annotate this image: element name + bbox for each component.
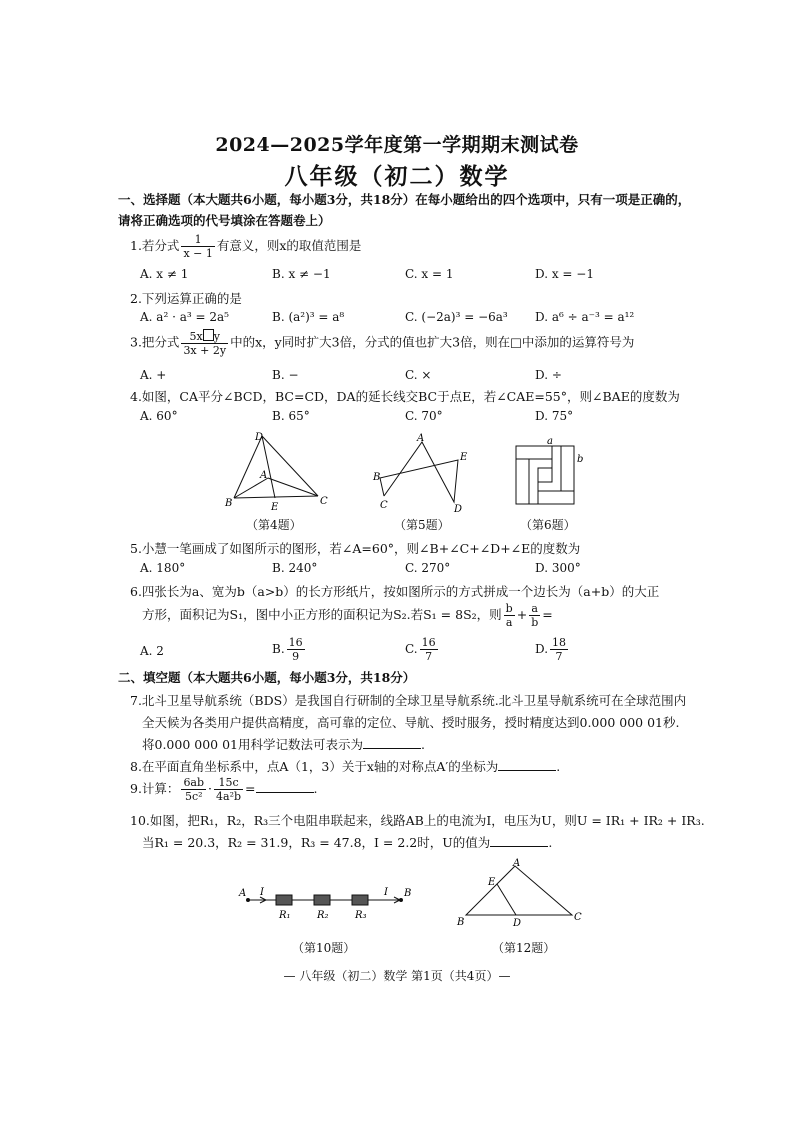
q6-plus: + [516, 607, 528, 622]
figure-6 [508, 436, 588, 512]
fig5-label-a: A [417, 433, 425, 444]
question-5: 5.小慧一笔画成了如图所示的图形，若∠A=60°，则∠B+∠C+∠D+∠E的度数为 [130, 541, 581, 556]
fig10-label-r2: R₂ [317, 910, 329, 921]
q6-option-b: B. $\frac{16}{9}$ [272, 636, 303, 663]
figure-10 [236, 886, 416, 926]
q1-fraction [181, 233, 214, 260]
q8-answer-blank[interactable] [498, 758, 556, 771]
question-10-line1: 10.如图，把R₁，R₂，R₃三个电阻串联起来，线路AB上的电流为I，电压为U，则U = IR₁ + IR₂ + IR₃. [130, 813, 705, 828]
fig5-label-d: D [454, 504, 463, 514]
figure-4 [220, 428, 340, 513]
q3-numerator: 5x y [181, 329, 228, 344]
q1-denominator: x − 1 [183, 247, 213, 260]
q9-dot: · [208, 781, 213, 796]
q2-option-d: D. a⁶ ÷ a⁻³ = a¹² [535, 310, 635, 324]
fig4-label-c: C [320, 496, 328, 507]
fig10-label-a: A [239, 888, 247, 899]
q3-option-c: C. × [405, 368, 432, 382]
question-10-line2: 当R₁ = 20.3，R₂ = 31.9，R₃ = 47.8，I = 2.2时，U的值为 . [142, 835, 553, 850]
blank-box-icon [203, 329, 214, 341]
question-6-line2 [142, 602, 553, 629]
q3-post: 中的x，y同时扩大3倍，分式的值也扩大3倍，则在□中添加的运算符号为 [230, 334, 635, 350]
fig5-label-b: B [373, 472, 381, 483]
q9-frac1: $\frac{6ab}{\text{5c²}}$ [183, 776, 205, 803]
q1-option-c: C. x = 1 [405, 267, 454, 281]
fig12-label-a: A [513, 858, 521, 869]
q9-pre: 9.计算： [130, 781, 180, 796]
q3-fraction [181, 329, 228, 357]
fig5-label-c: C [380, 500, 388, 511]
caption-fig6: （第6题） [520, 518, 576, 532]
q2-option-a: A. a² · a³ = 2a⁵ [140, 310, 229, 324]
fig4-label-a: A [260, 470, 268, 481]
q3-denominator: 3x + 2y [183, 344, 227, 357]
q4-option-c: C. 70° [405, 409, 443, 423]
figure-12 [450, 858, 590, 928]
q1-pre: 1.若分式 [130, 238, 180, 253]
caption-fig4: （第4题） [246, 518, 302, 532]
question-6-line1: 6.四张长为a、宽为b（a>b）的长方形纸片，按如图所示的方式拼成一个边长为（a+b）的大正 [130, 584, 660, 599]
fig4-label-e: E [271, 502, 279, 513]
q1-post: 有意义，则x的取值范围是 [216, 238, 362, 253]
caption-fig5: （第5题） [394, 518, 450, 532]
fig12-label-d: D [513, 918, 522, 928]
fig12-label-e: E [488, 877, 496, 888]
fig12-label-c: C [574, 912, 582, 923]
q3-pre: 3.把分式 [130, 334, 180, 350]
q6-frac-a-over-b: $\frac{a}{b}$ [531, 602, 539, 629]
question-4: 4.如图，CA平分∠BCD，BC=CD，DA的延长线交BC于点E，若∠CAE=55°，则∠BAE的度数为 [130, 389, 680, 404]
q3-option-d: D. ÷ [535, 368, 562, 382]
fig12-label-b: B [457, 917, 465, 928]
q2-option-c: C. (−2a)³ = −6a³ [405, 310, 508, 324]
caption-fig10: （第10题） [292, 941, 356, 955]
fig10-label-b: B [404, 888, 412, 899]
section2-heading: 二、填空题（本大题共6小题，每小题3分，共18分） [118, 670, 416, 685]
q9-answer-blank[interactable] [256, 780, 314, 793]
fig10-label-i-left: I [260, 887, 264, 898]
question-7-line3: 将0.000 000 01用科学记数法可表示为 . [142, 737, 425, 752]
q6-option-d: D. $\frac{18}{7}$ [535, 636, 567, 663]
q1-numerator: 1 [181, 233, 214, 247]
fig4-label-b: B [225, 498, 233, 509]
q6-line2-text: 方形，面积记为S₁，图中小正方形的面积记为S₂.若S₁ = 8S₂，则 [142, 607, 502, 622]
q1-option-b: B. x ≠ −1 [272, 267, 331, 281]
q1-option-a: A. x ≠ 1 [140, 267, 189, 281]
q6-option-a: A. 2 [140, 644, 164, 658]
page-footer: — 八年级（初二）数学 第1页（共4页）— [283, 969, 511, 983]
q6-frac-b-over-a: $\frac{b}{a}$ [505, 602, 513, 629]
fig10-label-i-right: I [384, 887, 388, 898]
caption-fig12: （第12题） [492, 941, 556, 955]
question-3 [130, 329, 634, 357]
question-9: 9.计算： $\frac{6ab}{\text{5c²}}$ · $\frac{15c}{\text{4a²b}}$ = . [130, 776, 318, 803]
question-7-line1: 7.北斗卫星导航系统（BDS）是我国自行研制的全球卫星导航系统.北斗卫星导航系统可在全球范围内 [130, 693, 687, 708]
q3-option-a: A. + [140, 368, 167, 382]
q1-option-d: D. x = −1 [535, 267, 594, 281]
q3-option-b: B. − [272, 368, 299, 382]
exam-subtitle: 八年级（初二）数学 [284, 163, 510, 190]
q5-option-b: B. 240° [272, 561, 318, 575]
q6-option-c: C. $\frac{16}{7}$ [405, 636, 436, 663]
fig6-label-b: b [577, 454, 584, 465]
q10-answer-blank[interactable] [490, 834, 548, 847]
question-8: 8.在平面直角坐标系中，点A（1，3）关于x轴的对称点A′的坐标为 . [130, 759, 561, 774]
fig4-label-d: D [255, 432, 264, 443]
q4-option-d: D. 75° [535, 409, 574, 423]
q5-option-a: A. 180° [140, 561, 186, 575]
fig6-label-a: a [547, 436, 553, 447]
question-7-line2: 全天候为各类用户提供高精度，高可靠的定位、导航、授时服务，授时精度达到0.000 000 01秒. [142, 715, 680, 730]
fig10-label-r3: R₃ [355, 910, 367, 921]
q4-option-a: A. 60° [140, 409, 178, 423]
q6-equals: = [542, 607, 553, 622]
q5-option-c: C. 270° [405, 561, 451, 575]
q9-frac2: $\frac{15c}{\text{4a²b}}$ [216, 776, 242, 803]
q2-option-b: B. (a²)³ = a⁸ [272, 310, 345, 324]
figure-5 [370, 432, 470, 514]
fig10-label-r1: R₁ [279, 910, 291, 921]
q4-option-b: B. 65° [272, 409, 310, 423]
question-1 [130, 233, 361, 260]
question-2: 2.下列运算正确的是 [130, 291, 242, 306]
q5-option-d: D. 300° [535, 561, 581, 575]
q9-equals: = [245, 781, 256, 796]
fig5-label-e: E [460, 452, 468, 463]
exam-title: 2024—2025学年度第一学期期末测试卷 [215, 134, 579, 156]
q7-answer-blank[interactable] [363, 736, 421, 749]
section1-heading: 一、选择题（本大题共6小题，每小题3分，共18分）在每小题给出的四个选项中，只有一项是正确的，请将正确选项的代号填涂在答题卷上） [118, 192, 691, 228]
